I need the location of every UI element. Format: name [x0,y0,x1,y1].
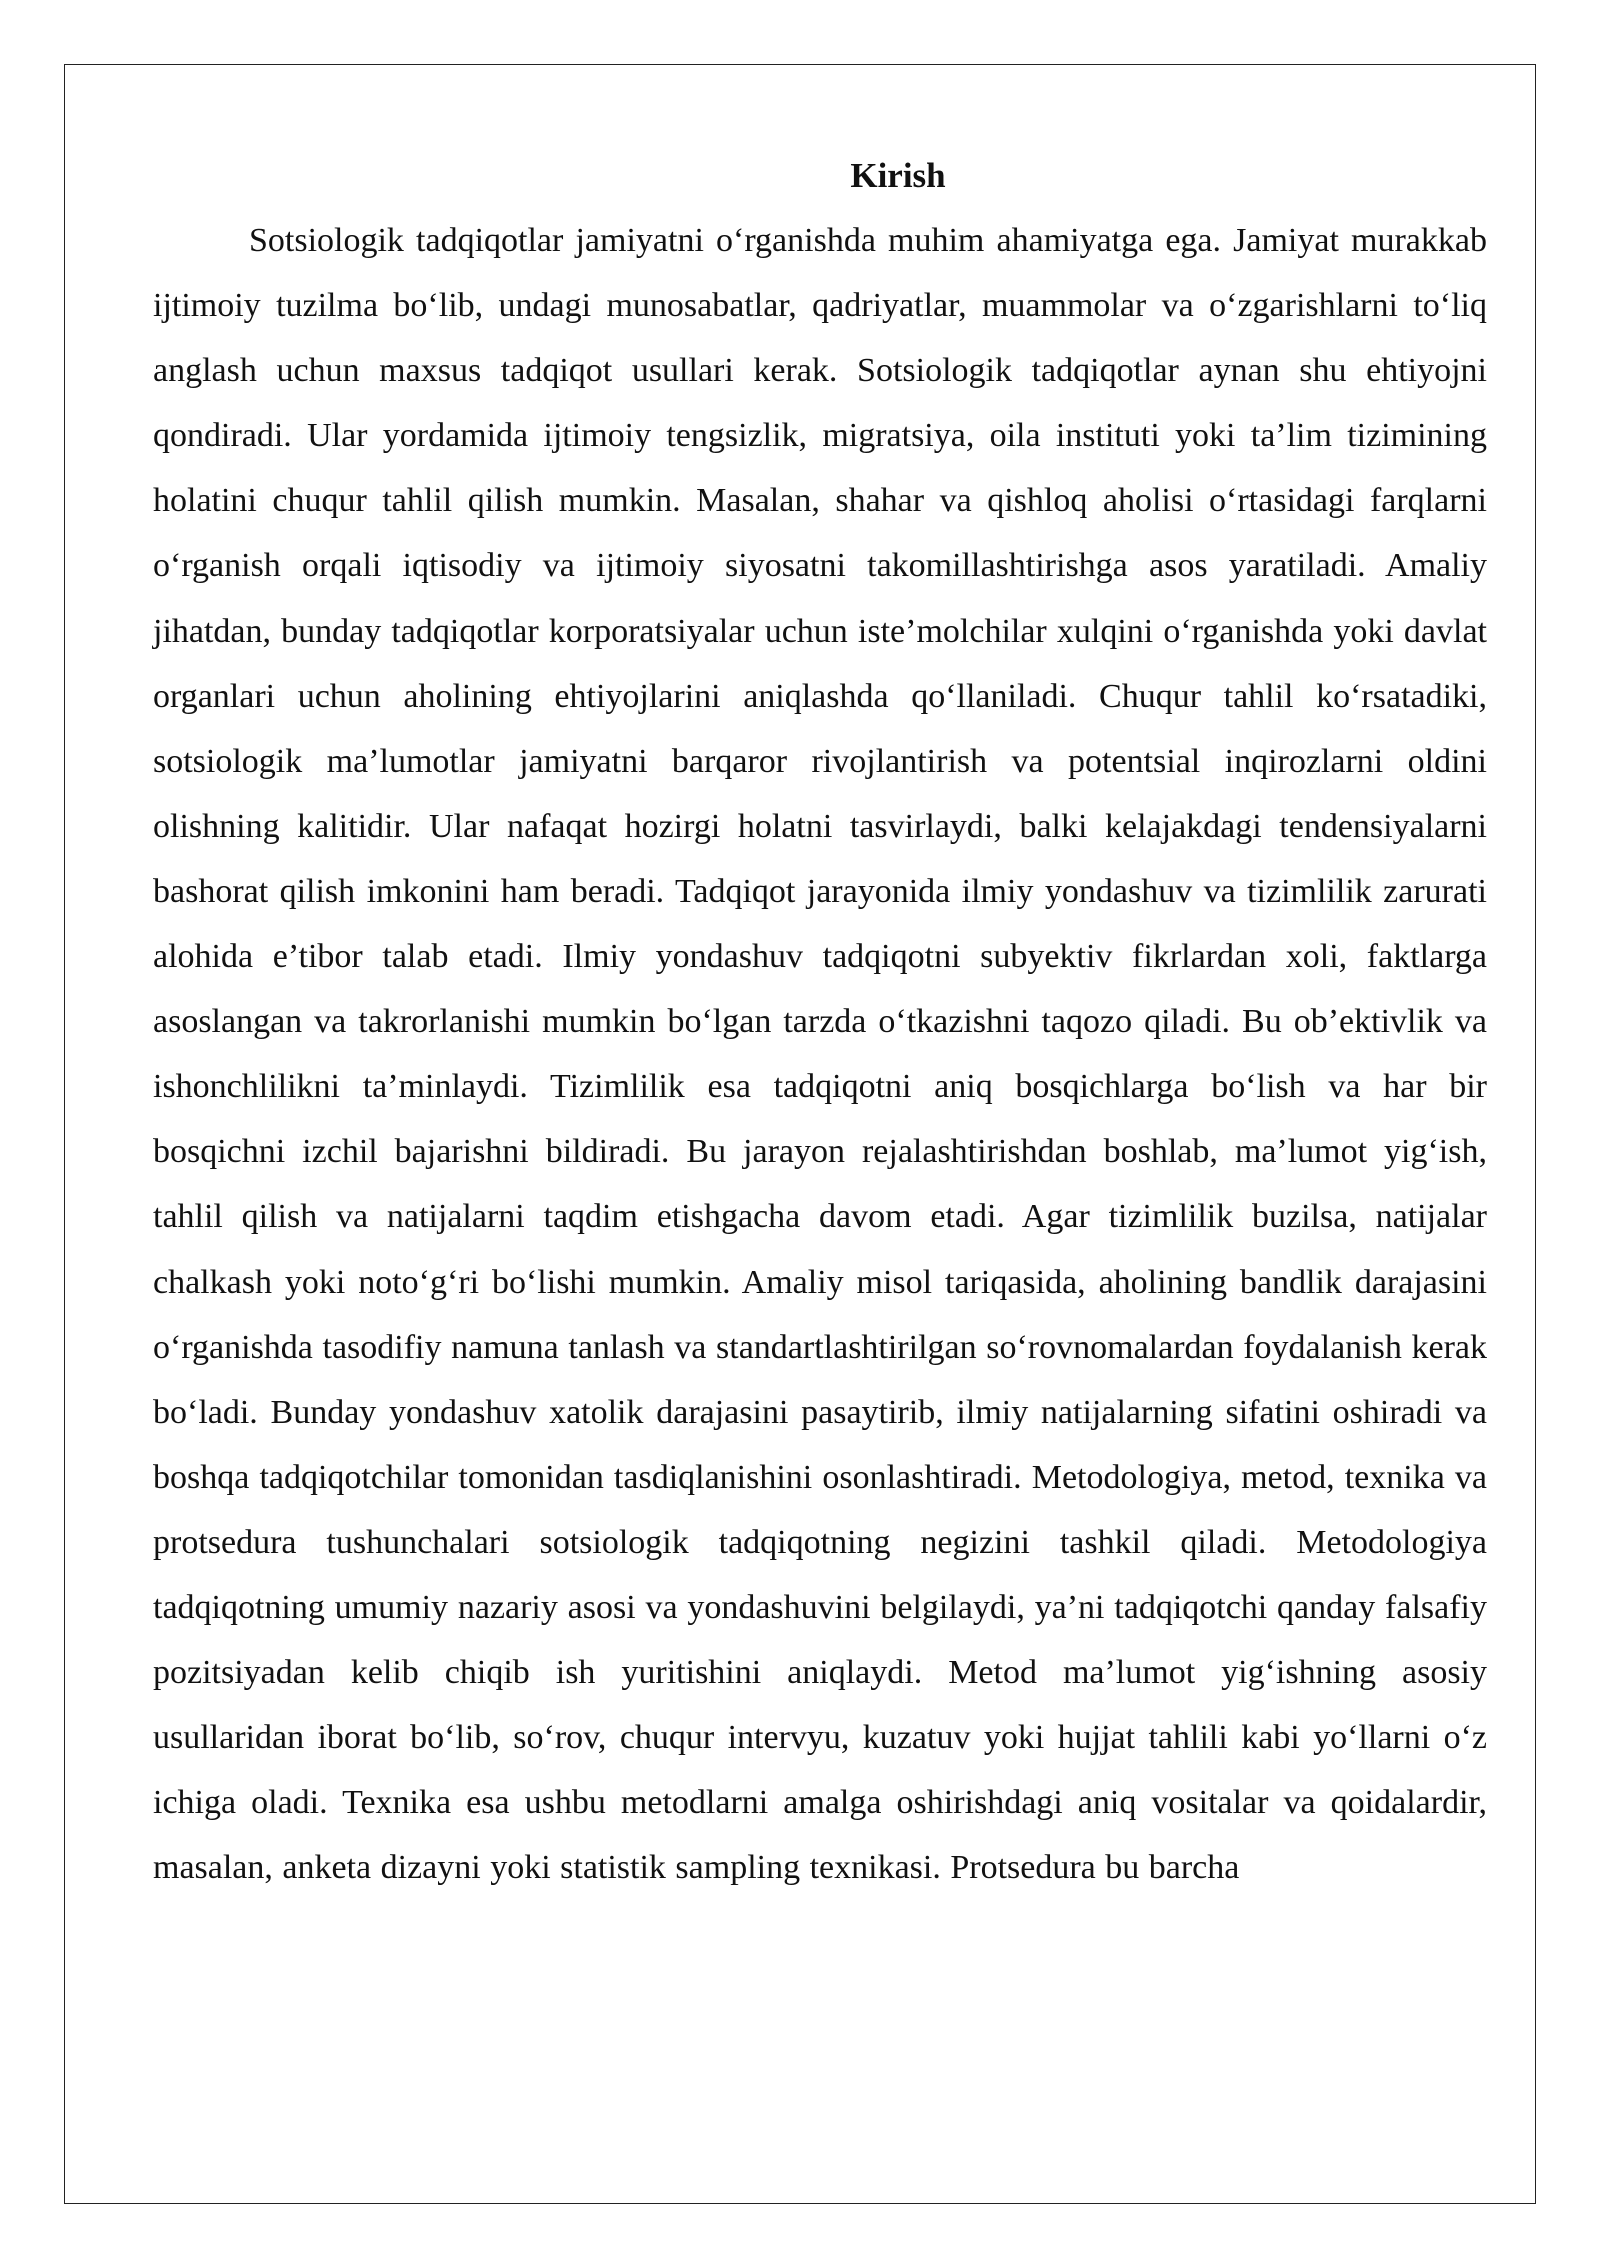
section-title: Kirish [850,156,946,195]
document-body [153,143,1487,1900]
body-paragraph: Sotsiologik tadqiqotlar jamiyatni o‘rganishda muhim ahamiyatga ega. Jamiyat murakkab ijtimoiy tuzilma bo‘lib, undagi munosabatlar, qadriyatlar, muammolar va o‘zgarishlarni to‘liq anglash uchun maxsus tadqiqot usullari kerak. Sotsiologik tadqiqotlar aynan shu ehtiyojni qondiradi. Ular yordamida ijtimoiy tengsizlik, migratsiya, oila instituti yoki ta’lim tizimining holatini chuqur tahlil qilish mumkin. Masalan, shahar va qishloq aholisi o‘rtasidagi farqlarni o‘rganish orqali iqtisodiy va ijtimoiy siyosatni takomillashtirishga asos yaratiladi. Amaliy jihatdan, bunday tadqiqotlar korporatsiyalar uchun iste’molchilar xulqini o‘rganishda yoki davlat organlari uchun aholining ehtiyojlarini aniqlashda qo‘llaniladi. Chuqur tahlil ko‘rsatadiki, sotsiologik ma’lumotlar jamiyatni barqaror rivojlantirish va potentsial inqirozlarni oldini olishning kalitidir. Ular nafaqat hozirgi holatni tasvirlaydi, balki kelajakdagi tendensiyalarni bashorat qilish imkonini ham beradi. Tadqiqot jarayonida ilmiy yondashuv va tizimlilik zarurati alohida e’tibor talab etadi. Ilmiy yondashuv tadqiqotni subyektiv fikrlardan xoli, faktlarga asoslangan va takrorlanishi mumkin bo‘lgan tarzda o‘tkazishni taqozo qiladi. Bu ob’ektivlik va ishonchlilikni ta’minlaydi. Tizimlilik esa tadqiqotni aniq bosqichlarga bo‘lish va har bir bosqichni izchil bajarishni bildiradi. Bu jarayon rejalashtirishdan boshlab, ma’lumot yig‘ish, tahlil qilish va natijalarni taqdim etishgacha davom etadi. Agar tizimlilik buzilsa, natijalar chalkash yoki noto‘g‘ri bo‘lishi mumkin. Amaliy misol tariqasida, aholining bandlik darajasini o‘rganishda tasodifiy namuna tanlash va standartlashtirilgan so‘rovnomalardan foydalanish kerak bo‘ladi. Bunday yondashuv xatolik darajasini pasaytirib, ilmiy natijalarning sifatini oshiradi va boshqa tadqiqotchilar tomonidan tasdiqlanishini osonlashtiradi. Metodologiya, metod, texnika va protsedura tushunchalari sotsiologik tadqiqotning negizini tashkil qiladi. Metodologiya tadqiqotning umumiy nazariy asosi va yondashuvini belgilaydi, ya’ni tadqiqotchi qanday falsafiy pozitsiyadan kelib chiqib ish yuritishini aniqlaydi. Metod ma’lumot yig‘ishning asosiy usullaridan iborat bo‘lib, so‘rov, chuqur intervyu, kuzatuv yoki hujjat tahlili kabi yo‘llarni o‘z ichiga oladi. Texnika esa ushbu metodlarni amalga oshirishdagi aniq vositalar va qoidalardir, masalan, anketa dizayni yoki statistik sampling texnikasi. Protsedura bu barcha [153,222,1487,1887]
